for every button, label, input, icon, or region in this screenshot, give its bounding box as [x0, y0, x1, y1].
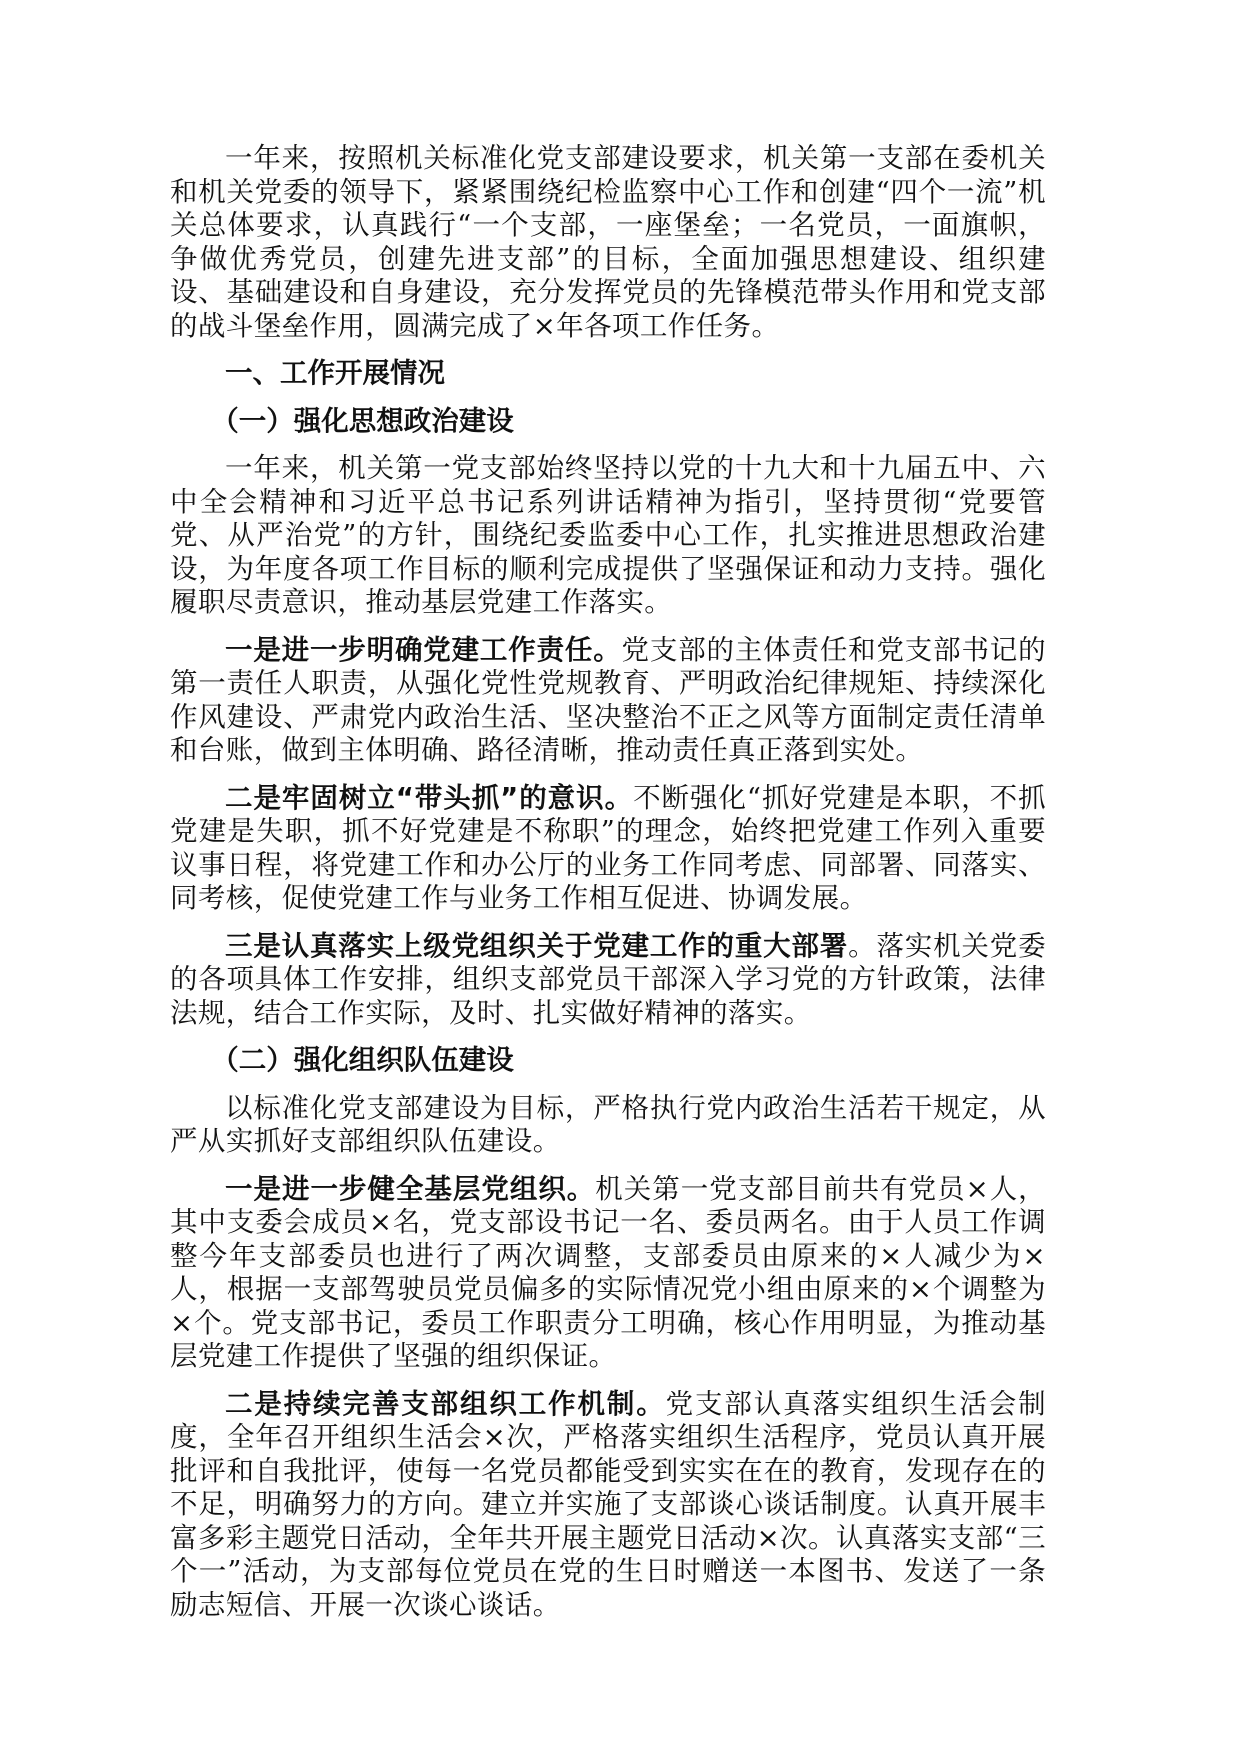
item-body-text: 党支部认真落实组织生活会制度，全年召开组织生活会×次，严格落实组织生活程序，党员认真开展批评和自我批评，使每一名党员都能受到实实在在的教育，发现存在的不足，明确努力的方向。建立并实施了支部谈心谈话制度。认真开展丰富多彩主题党日活动，全年共开展主题党日活动×次。认真落实支部“三个一”活动，为支部每位党员在党的生日时赠送一本图书、发送了一条励志短信、开展一次谈心谈话。 — [170, 1387, 1046, 1621]
item-body-text: 党支部的主体责任和党支部书记的第一责任人职责，从强化党性党规教育、严明政治纪律规矩、持续深化作风建设、严肃党内政治生活、坚决整治不正之风等方面制定责任清单和台账，做到主体明确、路径清晰，推动责任真正落到实处。 — [170, 633, 1046, 766]
subsection-intro-paragraph: 一年来，机关第一党支部始终坚持以党的十九大和十九届五中、六中全会精神和习近平总书记系列讲话精神为指引，坚持贯彻“党要管党、从严治党”的方针，围绕纪委监委中心工作，扎实推进思想政治建设，为年度各项工作目标的顺利完成提供了坚强保证和动力支持。强化履职尽责意识，推动基层党建工作落实。 — [170, 452, 1046, 618]
item-body-text: 。落实机关党委的各项具体工作安排，组织支部党员干部深入学习党的方针政策，法律法规，结合工作实际，及时、扎实做好精神的落实。 — [170, 929, 1046, 1029]
section-heading-work-progress: 一、工作开展情况 — [225, 357, 445, 389]
subsection-heading-ideological-political: （一）强化思想政治建设 — [211, 404, 514, 437]
list-item-paragraph — [170, 1388, 1046, 1623]
item-lead-text: 二是持续完善支部组织工作机制。 — [225, 1387, 666, 1420]
intro-paragraph: 一年来，按照机关标准化党支部建设要求，机关第一支部在委机关和机关党委的领导下，紧紧围绕纪检监察中心工作和创建“四个一流”机关总体要求，认真践行“一个支部，一座堡垒；一名党员，一面旗帜，争做优秀党员，创建先进支部”的目标，全面加强思想建设、组织建设、基础建设和自身建设，充分发挥党员的先锋模范带头作用和党支部的战斗堡垒作用，圆满完成了×年各项工作任务。 — [170, 142, 1046, 342]
list-item-paragraph — [170, 930, 1046, 1031]
item-lead-text: 一是进一步健全基层党组织。 — [225, 1172, 596, 1205]
list-item-paragraph — [170, 634, 1046, 768]
list-item-paragraph — [170, 1173, 1046, 1374]
item-lead-text: 一是进一步明确党建工作责任。 — [225, 633, 622, 666]
item-lead-text: 三是认真落实上级党组织关于党建工作的重大部署 — [225, 929, 849, 962]
item-lead-text: 二是牢固树立“带头抓”的意识。 — [225, 781, 634, 814]
item-body-text: 机关第一党支部目前共有党员×人，其中支委会成员×名，党支部设书记一名、委员两名。由于人员工作调整今年支部委员也进行了两次调整，支部委员由原来的×人减少为×人，根据一支部驾驶员党员偏多的实际情况党小组由原来的×个调整为×个。党支部书记，委员工作职责分工明确，核心作用明显，为推动基层党建工作提供了坚强的组织保证。 — [170, 1172, 1046, 1372]
item-body-text: 不断强化“抓好党建是本职，不抓党建是失职，抓不好党建是不称职”的理念，始终把党建工作列入重要议事日程，将党建工作和办公厅的业务工作同考虑、同部署、同落实、同考核，促使党建工作与业务工作相互促进、协调发展。 — [170, 781, 1046, 914]
list-item-paragraph — [170, 782, 1046, 916]
subsection-intro-paragraph: 以标准化党支部建设为目标，严格执行党内政治生活若干规定，从严从实抓好支部组织队伍建设。 — [170, 1091, 1046, 1157]
document-page — [170, 142, 1046, 1636]
subsection-heading-organization-team: （二）强化组织队伍建设 — [211, 1044, 514, 1076]
